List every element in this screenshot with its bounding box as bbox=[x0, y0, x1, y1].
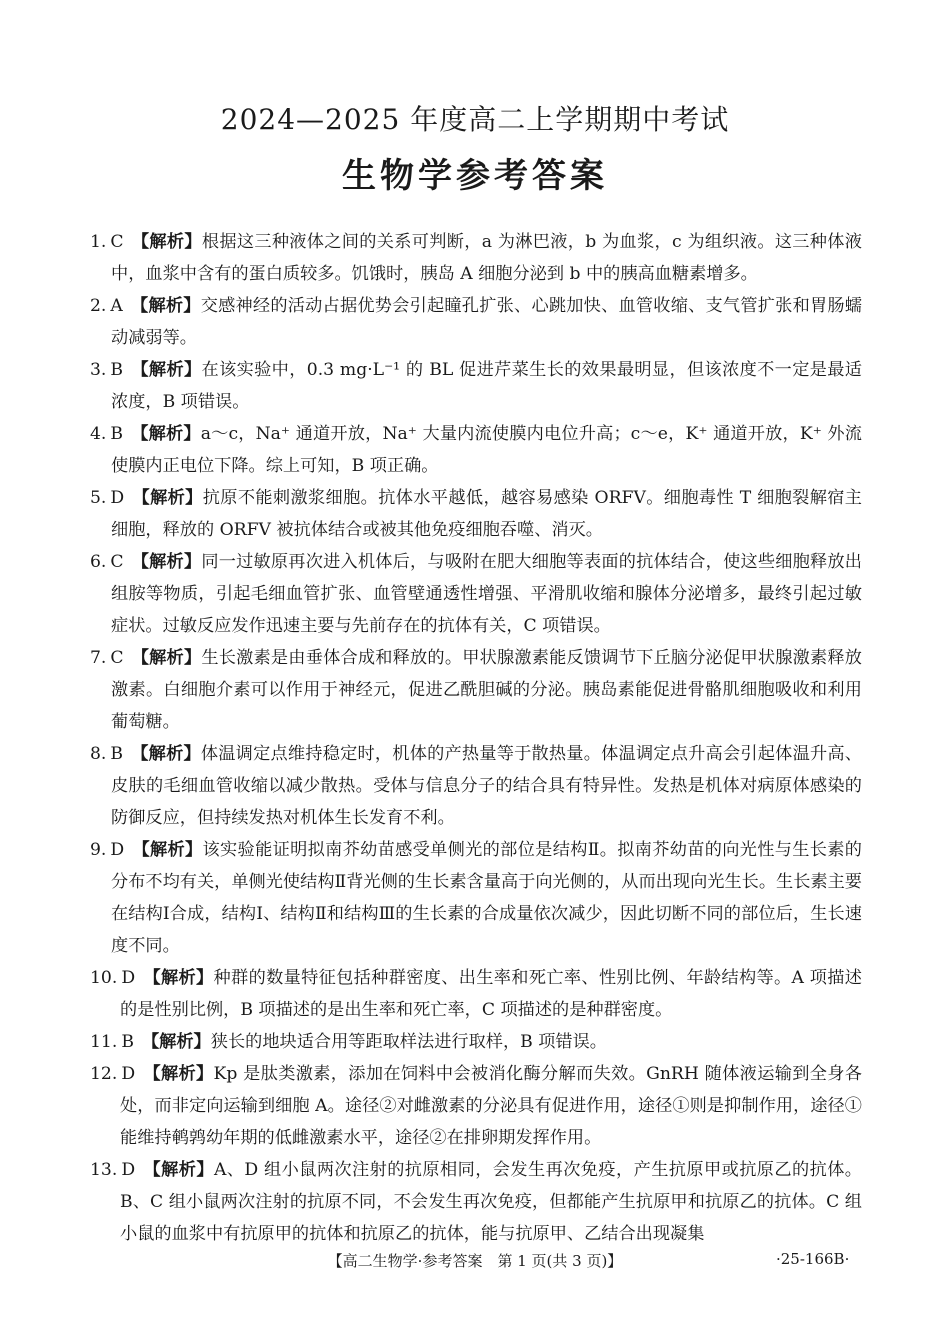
answer-letter: B bbox=[110, 744, 124, 764]
analysis-text: 种群的数量特征包括种群密度、出生率和死亡率、性别比例、年龄结构等。A 项描述的是性别比例，B 项描述的是出生率和死亡率，C 项描述的是种群密度。 bbox=[120, 968, 862, 1020]
analysis-text: A、D 组小鼠两次注射的抗原相同，会发生再次免疫，产生抗原甲或抗原乙的抗体。B、C 组小鼠两次注射的抗原不同，不会发生再次免疫，但都能产生抗原甲和抗原乙的抗体。C 组小鼠的血浆中有抗原甲的抗体和抗原乙的抗体，能与抗原甲、乙结合出现凝集 bbox=[120, 1160, 862, 1244]
answer-item bbox=[90, 290, 862, 354]
answer-item bbox=[90, 962, 862, 1026]
answer-item bbox=[90, 226, 862, 290]
question-number: 5. bbox=[90, 488, 107, 508]
question-number: 1. bbox=[90, 232, 107, 252]
answer-item bbox=[90, 546, 862, 642]
question-number: 8. bbox=[90, 744, 107, 764]
answer-letter: B bbox=[110, 424, 124, 444]
analysis-text: 该实验能证明拟南芥幼苗感受单侧光的部位是结构Ⅱ。拟南芥幼苗的向光性与生长素的分布不均有关，单侧光使结构Ⅱ背光侧的生长素含量高于向光侧的，从而出现向光生长。生长素主要在结构Ⅰ合成，结构Ⅰ、结构Ⅱ和结构Ⅲ的生长素的合成量依次减少，因此切断不同的部位后，生长速度不同。 bbox=[111, 840, 862, 956]
analysis-text: 交感神经的活动占据优势会引起瞳孔扩张、心跳加快、血管收缩、支气管扩张和胃肠蠕动减弱等。 bbox=[111, 296, 862, 348]
analysis-text: 狭长的地块适合用等距取样法进行取样，B 项错误。 bbox=[210, 1032, 607, 1052]
answer-letter: C bbox=[110, 552, 124, 572]
answer-letter: D bbox=[121, 1160, 136, 1180]
answer-letter: C bbox=[110, 232, 124, 252]
footer-doc-code: ·25-166B· bbox=[776, 1250, 850, 1268]
question-number: 9. bbox=[90, 840, 107, 860]
analysis-tag: 【解析】 bbox=[131, 232, 202, 252]
analysis-tag: 【解析】 bbox=[132, 840, 203, 860]
answer-letter: D bbox=[121, 968, 136, 988]
analysis-tag: 【解析】 bbox=[143, 968, 214, 988]
answer-letter: A bbox=[110, 296, 123, 316]
answer-item bbox=[90, 482, 862, 546]
analysis-tag: 【解析】 bbox=[131, 648, 202, 668]
page-subtitle: 生物学参考答案 bbox=[342, 156, 608, 196]
answer-item bbox=[90, 642, 862, 738]
answer-item bbox=[90, 834, 862, 962]
analysis-tag: 【解析】 bbox=[143, 1160, 214, 1180]
answer-item bbox=[90, 738, 862, 834]
page-title: 2024—2025 年度高二上学期期中考试 bbox=[220, 103, 730, 136]
analysis-tag: 【解析】 bbox=[132, 488, 203, 508]
analysis-tag: 【解析】 bbox=[130, 296, 201, 316]
footer-page-info: 【高二生物学·参考答案 第 1 页(共 3 页)】 bbox=[327, 1252, 623, 1270]
analysis-tag: 【解析】 bbox=[131, 360, 202, 380]
answer-letter: D bbox=[110, 488, 125, 508]
question-number: 4. bbox=[90, 424, 107, 444]
analysis-tag: 【解析】 bbox=[131, 744, 201, 764]
analysis-tag: 【解析】 bbox=[131, 424, 201, 444]
analysis-text: 根据这三种液体之间的关系可判断，a 为淋巴液，b 为血浆，c 为组织液。这三种体液中，血浆中含有的蛋白质较多。饥饿时，胰岛 A 细胞分泌到 b 中的胰高血糖素增多。 bbox=[111, 232, 862, 284]
answer-letter: D bbox=[121, 1064, 136, 1084]
question-number: 13. bbox=[90, 1160, 118, 1180]
analysis-text: a～c，Na⁺ 通道开放，Na⁺ 大量内流使膜内电位升高；c～e，K⁺ 通道开放，K⁺ 外流使膜内正电位下降。综上可知，B 项正确。 bbox=[111, 424, 862, 476]
answer-letter: D bbox=[110, 840, 125, 860]
answer-item bbox=[90, 354, 862, 418]
analysis-text: 体温调定点维持稳定时，机体的产热量等于散热量。体温调定点升高会引起体温升高、皮肤的毛细血管收缩以减少散热。受体与信息分子的结合具有特异性。发热是机体对病原体感染的防御反应，但持续发热对机体生长发育不利。 bbox=[111, 744, 862, 828]
answer-item bbox=[90, 1154, 862, 1250]
analysis-text: 抗原不能刺激浆细胞。抗体水平越低，越容易感染 ORFV。细胞毒性 T 细胞裂解宿主细胞，释放的 ORFV 被抗体结合或被其他免疫细胞吞噬、消灭。 bbox=[111, 488, 862, 540]
answer-letter: B bbox=[110, 360, 124, 380]
answer-letter: C bbox=[110, 648, 124, 668]
question-number: 2. bbox=[90, 296, 107, 316]
question-number: 12. bbox=[90, 1064, 118, 1084]
question-number: 10. bbox=[90, 968, 118, 988]
analysis-text: 同一过敏原再次进入机体后，与吸附在肥大细胞等表面的抗体结合，使这些细胞释放出组胺等物质，引起毛细血管扩张、血管壁通透性增强、平滑肌收缩和腺体分泌增多，最终引起过敏症状。过敏反应发作迅速主要与先前存在的抗体有关，C 项错误。 bbox=[111, 552, 862, 636]
question-number: 6. bbox=[90, 552, 107, 572]
analysis-text: 在该实验中，0.3 mg·L⁻¹ 的 BL 促进芹菜生长的效果最明显，但该浓度不一定是最适浓度，B 项错误。 bbox=[111, 360, 862, 412]
question-number: 3. bbox=[90, 360, 107, 380]
answer-item bbox=[90, 418, 862, 482]
analysis-text: Kp 是肽类激素，添加在饲料中会被消化酶分解而失效。GnRH 随体液运输到全身各处，而非定向运输到细胞 A。途径②对雌激素的分泌具有促进作用，途径①则是抑制作用，途径①能维持鹌鹑幼年期的低雌激素水平，途径②在排卵期发挥作用。 bbox=[120, 1064, 862, 1148]
question-number: 11. bbox=[90, 1032, 118, 1052]
analysis-tag: 【解析】 bbox=[143, 1064, 214, 1084]
analysis-tag: 【解析】 bbox=[141, 1032, 211, 1052]
answer-item bbox=[90, 1058, 862, 1154]
analysis-text: 生长激素是由垂体合成和释放的。甲状腺激素能反馈调节下丘脑分泌促甲状腺激素释放激素。白细胞介素可以作用于神经元，促进乙酰胆碱的分泌。胰岛素能促进骨骼肌细胞吸收和利用葡萄糖。 bbox=[111, 648, 862, 732]
answer-list bbox=[90, 226, 862, 1250]
analysis-tag: 【解析】 bbox=[131, 552, 202, 572]
question-number: 7. bbox=[90, 648, 107, 668]
answer-item bbox=[90, 1026, 862, 1058]
answer-letter: B bbox=[121, 1032, 134, 1052]
